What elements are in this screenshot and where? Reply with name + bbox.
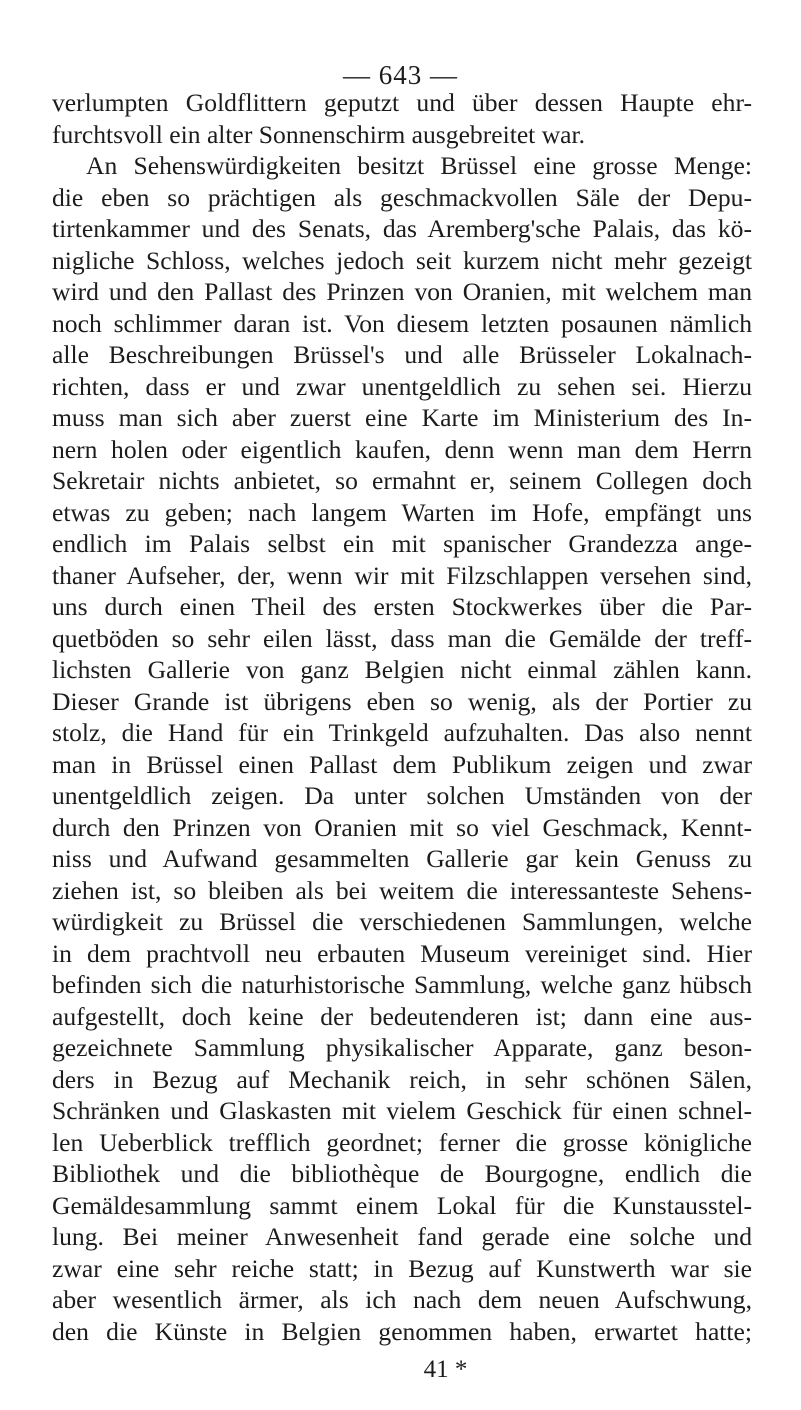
text-line: niss und Aufwand gesammelten Gallerie gar kein Genuss zu — [52, 844, 752, 873]
text-line: nern holen oder eigentlich kaufen, denn wenn man dem Herrn — [52, 434, 752, 464]
text-line: lichsten Gallerie von ganz Belgien nicht einmal zählen kann. — [52, 655, 752, 684]
text-line: etwas zu geben; nach langem Warten im Hofe, empfängt uns — [52, 497, 752, 527]
text-line: in dem prachtvoll neu erbauten Museum vereiniget sind. Hier — [52, 938, 752, 968]
text-line: Bibliothek und die bibliothèque de Bourgogne, endlich die — [52, 1159, 752, 1188]
text-line: verlumpten Goldflittern geputzt und über dessen Haupte ehr- — [52, 88, 752, 117]
text-line: muss man sich aber zuerst eine Karte im Ministerium des In- — [52, 403, 752, 432]
text-line: uns durch einen Theil des ersten Stockwerkes über die Par- — [52, 592, 752, 621]
text-line: befinden sich die naturhistorische Sammlung, welche ganz hübsch — [52, 970, 752, 999]
text-line: tirtenkammer und des Senats, das Aremberg'sche Palais, das kö- — [52, 214, 752, 243]
text-line: durch den Prinzen von Oranien mit so viel Geschmack, Kennt- — [52, 812, 752, 842]
text-line: würdigkeit zu Brüssel die verschiedenen Sammlungen, welche — [52, 907, 752, 936]
signature-mark: 41 * — [423, 1356, 468, 1383]
text-line: wird und den Pallast des Prinzen von Oranien, mit welchem man — [52, 277, 752, 306]
body-text — [52, 87, 752, 1347]
text-line: unentgeldlich zeigen. Da unter solchen Umständen von der — [52, 781, 752, 810]
page-number: — 643 — — [343, 60, 458, 90]
text-line: len Ueberblick trefflich geordnet; ferner die grosse königliche — [52, 1127, 752, 1157]
text-line: quetböden so sehr eilen lässt, dass man die Gemälde der treff- — [52, 623, 752, 653]
text-line: den die Künste in Belgien genommen haben, erwartet hatte; — [52, 1316, 752, 1346]
text-line: endlich im Palais selbst ein mit spanischer Grandezza ange- — [52, 529, 752, 558]
text-line: man in Brüssel einen Pallast dem Publikum zeigen und zwar — [52, 749, 752, 779]
text-line: zwar eine sehr reiche statt; in Bezug auf Kunstwerth war sie — [52, 1253, 752, 1283]
text-line: ders in Bezug auf Mechanik reich, in sehr schönen Sälen, — [52, 1064, 752, 1094]
text-line: Gemäldesammlung sammt einem Lokal für die Kunstausstel- — [52, 1190, 752, 1220]
text-line: alle Beschreibungen Brüssel's und alle Brüsseler Lokalnach- — [52, 340, 752, 369]
text-line: gezeichnete Sammlung physikalischer Apparate, ganz beson- — [52, 1033, 752, 1062]
text-line: stolz, die Hand für ein Trinkgeld aufzuhalten. Das also nennt — [52, 718, 752, 747]
text-line: lung. Bei meiner Anwesenheit fand gerade eine solche und — [52, 1222, 752, 1251]
text-line: die eben so prächtigen als geschmackvollen Säle der Depu- — [52, 182, 752, 212]
text-line: An Sehenswürdigkeiten besitzt Brüssel eine grosse Menge: — [86, 151, 752, 180]
text-line: richten, dass er und zwar unentgeldlich zu sehen sei. Hierzu — [52, 371, 752, 401]
text-line: noch schlimmer daran ist. Von diesem letzten posaunen nämlich — [52, 308, 752, 338]
text-line: Dieser Grande ist übrigens eben so wenig, als der Portier zu — [52, 686, 752, 716]
text-line: nigliche Schloss, welches jedoch seit kurzem nicht mehr gezeigt — [52, 245, 752, 275]
text-line: aufgestellt, doch keine der bedeutenderen ist; dann eine aus- — [52, 1001, 752, 1031]
text-line: Sekretair nichts anbietet, so ermahnt er, seinem Collegen doch — [52, 466, 752, 495]
text-line: Schränken und Glaskasten mit vielem Geschick für einen schnel- — [52, 1096, 752, 1125]
text-line: ziehen ist, so bleiben als bei weitem die interessanteste Sehens- — [52, 875, 752, 905]
text-line: aber wesentlich ärmer, als ich nach dem neuen Aufschwung, — [52, 1285, 752, 1314]
text-line: furchtsvoll ein alter Sonnenschirm ausgebreitet war. — [52, 119, 586, 149]
text-line: thaner Aufseher, der, wenn wir mit Filzschlappen versehen sind, — [52, 560, 752, 590]
